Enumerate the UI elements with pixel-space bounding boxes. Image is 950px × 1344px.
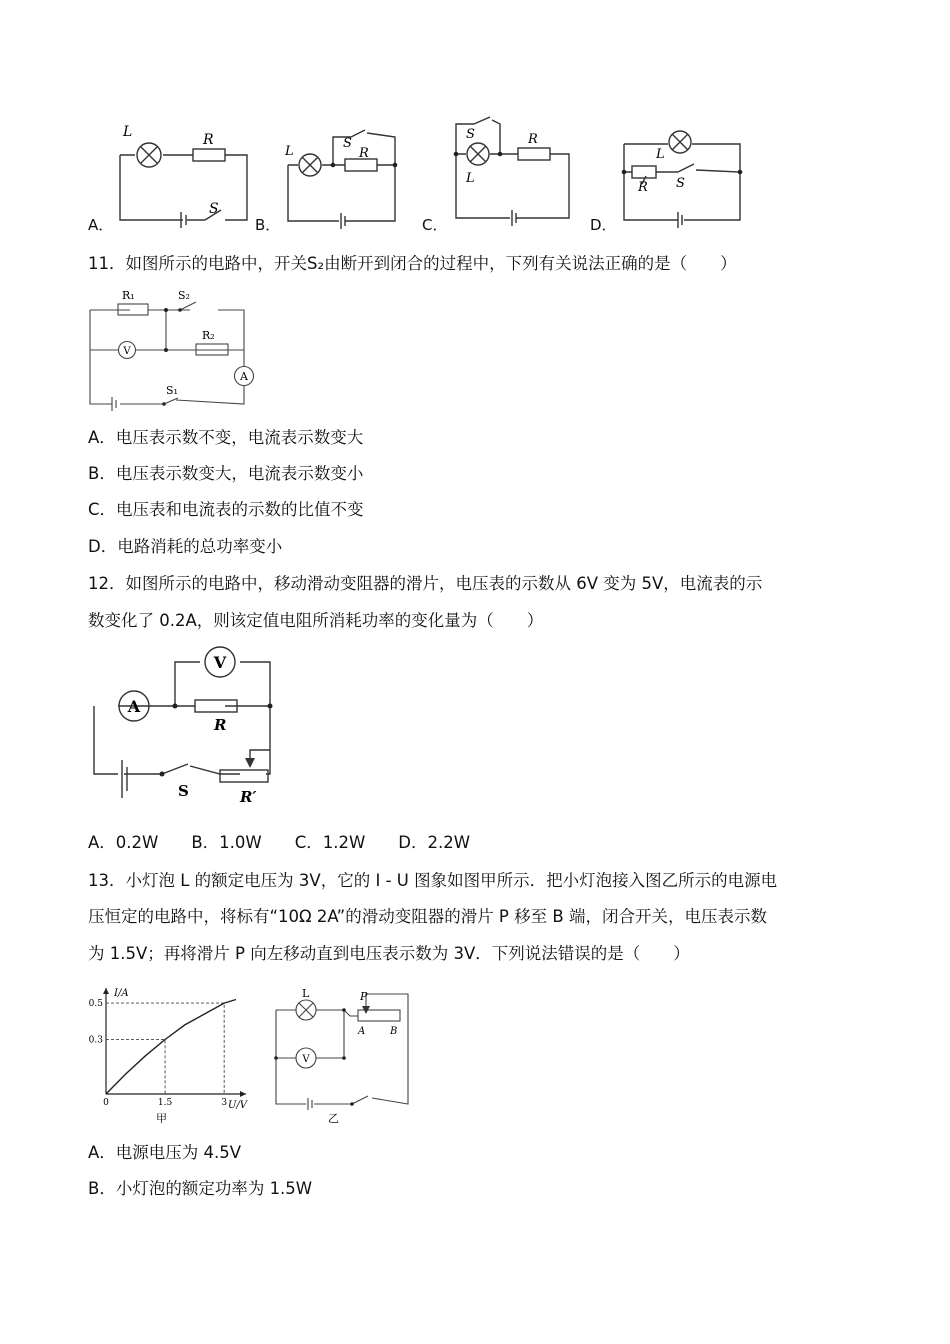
q11-option-b: B．电压表示数变大，电流表示数变小 [88,464,364,483]
iu-x-tick-label: 0 [103,1098,109,1108]
q10-a-r-label: R [203,132,214,148]
q11-circuit-diagram [86,286,256,412]
q11-r2-label: R₂ [202,329,215,342]
q13-stem-line-1: 13．小灯泡 L 的额定电压为 3V，它的 I - U 图象如图甲所示．把小灯泡接入图乙所示的电源电 [88,871,778,890]
q12-s-label: S [178,782,189,800]
q13-iu-graph [86,984,266,1124]
q11-option-c: C．电压表和电流表的示数的比值不变 [88,500,364,519]
q10-circuit-a [115,120,255,230]
q10-c-l-label: L [466,171,475,186]
iu-x-arrow [240,1091,246,1097]
q11-s2-label: S₂ [178,289,190,302]
q10-circuit-d [620,124,750,224]
q12-r-label: R [214,716,227,734]
q10-b-s-label: S [343,136,352,151]
q11-option-a: A．电压表示数不变，电流表示数变大 [88,428,364,447]
q10-d-l-label: L [656,147,665,162]
iu-y-tick-label: 0.5 [88,999,103,1010]
q13-slider-p-label: P [360,990,368,1003]
iu-y-tick-label: 0.3 [88,1035,103,1046]
iu-y-axis-label: I/A [114,988,129,999]
q12-rprime-label: R′ [240,788,257,806]
q13-stem-line-2: 压恒定的电路中，将标有“10Ω 2A”的滑动变阻器的滑片 P 移至 B 端，闭合开关，电压表示数 [88,907,767,926]
q10-option-a-label: A． [88,216,114,234]
q10-a-s-label: S [209,201,219,217]
q10-option-d-label: D． [590,216,617,234]
q12-voltmeter-label: V [213,653,227,672]
q10-a-l-label: L [123,124,133,140]
q10-c-s-label: S [466,127,475,142]
q12-circuit-diagram [90,646,280,806]
q13-circuit-diagram [272,988,417,1128]
q13-end-a-label: A [358,1026,366,1037]
q13-voltmeter-label: V [302,1054,310,1065]
q13-end-b-label: B [390,1026,398,1037]
q10-option-b-label: B． [255,216,281,234]
q11-s1-label: S₁ [166,384,178,397]
iu-y-arrow [103,988,109,994]
iu-graph-caption: 甲 [156,1112,167,1125]
q10-b-l-label: L [285,144,294,159]
iu-graph-ticks [89,999,228,1108]
q13-circuit-caption: 乙 [328,1112,339,1125]
q10-d-s-label: S [676,176,685,191]
q11-ammeter-label: A [240,370,248,383]
iu-curve-line [106,1000,236,1095]
q12-ammeter-label: A [127,697,141,716]
iu-x-tick-label: 1.5 [157,1098,173,1108]
q12-stem-line-2: 数变化了 0.2A，则该定值电阻所消耗功率的变化量为（ ） [88,611,544,630]
q11-r1-label: R₁ [122,289,135,302]
q10-d-r-label: R [638,180,648,195]
q13-stem-line-3: 为 1.5V；再将滑片 P 向左移动直到电压表示数为 3V．下列说法错误的是（ ） [88,944,690,963]
q13-option-b: B．小灯泡的额定功率为 1.5W [88,1179,313,1198]
q12-stem-line-1: 12．如图所示的电路中，移动滑动变阻器的滑片，电压表的示数从 6V 变为 5V，电流表的示 [88,574,763,593]
q13-lamp-label: L [302,987,310,1000]
q10-circuit-b [283,127,403,227]
q11-option-d: D．电路消耗的总功率变小 [88,537,283,556]
q10-option-c-label: C． [422,216,448,234]
q12-options: A．0.2W B．1.0W C．1.2W D．2.2W [88,833,471,852]
q11-stem: 11．如图所示的电路中，开关S₂由断开到闭合的过程中，下列有关说法正确的是（ ） [88,254,737,273]
q10-c-r-label: R [528,132,538,147]
iu-graph-guides [106,1003,224,1094]
q10-circuit-c [452,118,577,228]
q10-b-r-label: R [359,146,369,161]
q13-option-a: A．电源电压为 4.5V [88,1143,242,1162]
iu-x-axis-label: U/V [228,1100,248,1111]
q11-voltmeter-label: V [123,346,131,357]
iu-x-tick-label: 3 [221,1098,228,1108]
